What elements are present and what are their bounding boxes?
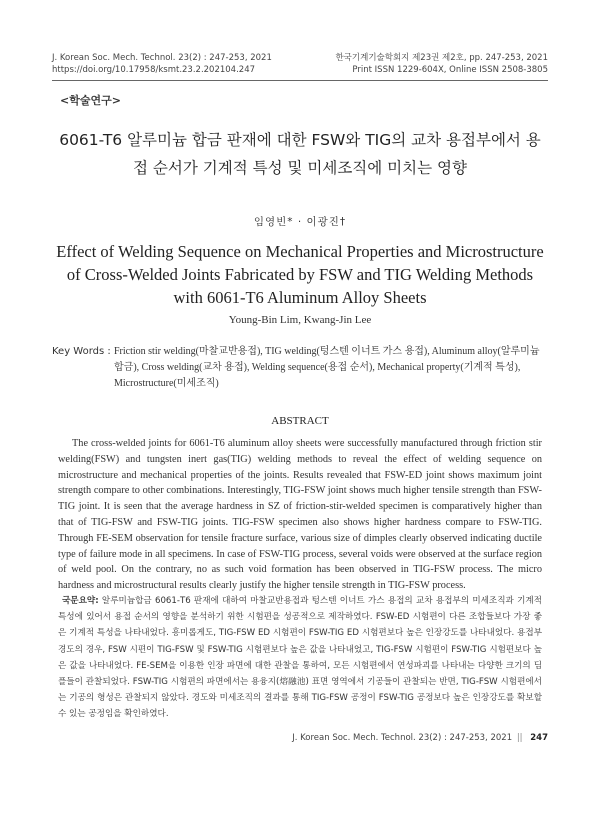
page-footer — [292, 733, 548, 743]
abstract-heading: ABSTRACT — [271, 415, 329, 427]
korean-authors: 임영빈* · 이광진† — [253, 216, 347, 228]
korean-abstract — [58, 593, 542, 723]
article-category: <학술연구> — [60, 94, 121, 107]
korean-abstract-text: 알루미늄합금 6061-T6 판재에 대하여 마찰교반용접과 텅스텐 이너트 가스 용접의 교차 용접부의 미세조직과 기계적 특성에 있어서 용접 순서의 영향을 분석하기 위한 시험편을 성공적으로 제작하였다. FSW-ED 시험편이 다른 조합들보다 가장 좋은 기계적 특성을 나타내었다. 흥미롭게도, TIG-FSW ED 시험편이 FSW-TIG ED 시험편보다 높은 인장강도를 나타내었다. 용접부 경도의 경우, FSW 시편이 TIG-FSW 및 FSW-TIG 시험편보다 높은 값을 나타내었고, TIG-FSW 시험편이 FSW-TIG 시험편보다 높은 값을 나타내었다. FE-SEM을 이용한 인장 파면에 대한 관찰을 통하여, 모든 시험편에서 연성파괴를 나타내는 다양한 크기의 딤플들이 관찰되었다. FSW-TIG 시험편의 파면에서는 용융지(熔融池) 표면 영역에서 기공들이 관찰되는 반면, TIG-FSW 시험편에서는 기공의 형성은 관찰되지 않았다. 경도와 미세조직의 결과를 통해 TIG-FSW 공정이 FSW-TIG 공정보다 높은 인장강도를 확보할 수 있는 공정임을 확인하였다. — [58, 596, 542, 720]
journal-header-left — [52, 52, 272, 76]
page-number: 247 — [530, 733, 548, 743]
issn-line: Print ISSN 1229-604X, Online ISSN 2508-3805 — [352, 65, 548, 75]
keywords-text: Friction stir welding(마찰교반용접), TIG welding(텅스텐 이너트 가스 용접), Aluminum alloy(알루미늄 합금), Cross welding(교차 용접), Welding sequence(용접 순서), Mechanical property(기계적 특성), Microstructure(미세조직) — [114, 346, 540, 389]
header-divider — [52, 80, 548, 81]
korean-title: 6061-T6 알루미늄 합금 판재에 대한 FSW와 TIG의 교차 용접부에서 용접 순서가 기계적 특성 및 미세조직에 미치는 영향 — [59, 131, 541, 177]
journal-citation-korean: 한국기계기술학회지 제23권 제2호, pp. 247-253, 2021 — [335, 53, 548, 63]
english-title: Effect of Welding Sequence on Mechanical Properties and Microstructure of Cross-Welded Joints Fabricated by FSW and TIG Welding Methods with 6061-T6 Aluminum Alloy Sheets — [56, 242, 544, 307]
footer-separator: || — [516, 733, 523, 743]
journal-header-right — [335, 52, 548, 76]
footer-citation: J. Korean Soc. Mech. Technol. 23(2) : 247-253, 2021 — [292, 733, 513, 743]
english-authors: Young-Bin Lim, Kwang-Jin Lee — [228, 314, 372, 326]
keywords-block — [52, 344, 548, 392]
keywords-label: Key Words : — [52, 346, 111, 357]
abstract-text: The cross-welded joints for 6061-T6 aluminum alloy sheets were successfully manufactured through friction stir welding(FSW) and tungsten inert gas(TIG) welding methods to reveal the effect of welding sequence on microstructure and mechanical properties of the joints. Results revealed that FSW-ED joint shows maximum joint strength compare to other combinations. Interestingly, TIG-FSW joint shows much higher tensile strength than FSW-TIG joint. It is seen that the average hardness in SZ of friction-stir-welded specimen is comparatively higher than that of TIG-FSW and FSW-TIG joints. TIG-FSW specimen also shows higher hardness compare to FSW-TIG. Through FE-SEM observation for tensile fracture surface, various size of dimples clearly observed indicating ductile type of failure mode in all specimens. In case of FSW-TIG process, several voids were observed at the surface region of weld pool. On the contrary, no as such void formation has been observed in TIG-FSW process. The micro hardness and microstructural results clearly justify the higher tensile strength in TIG-FSW process. — [58, 438, 542, 592]
doi-link[interactable]: https://doi.org/10.17958/ksmt.23.2.202104.247 — [52, 65, 256, 75]
korean-abstract-label: 국문요약: — [62, 596, 99, 606]
journal-citation: J. Korean Soc. Mech. Technol. 23(2) : 247-253, 2021 — [52, 53, 272, 63]
